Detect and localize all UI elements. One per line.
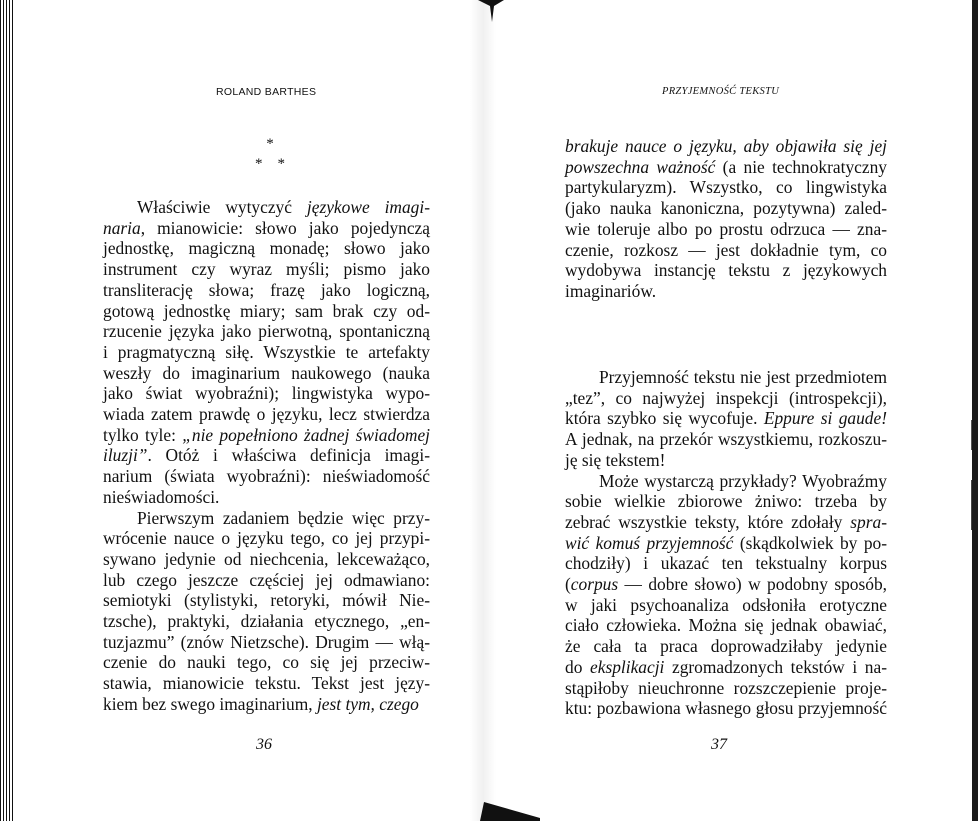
text-line: imaginariów.	[565, 280, 657, 301]
text-line: jako świat wyobraźni); lingwistyka wypo-	[103, 383, 430, 404]
text-line: Przyjemność tekstu nie jest przedmiotem	[599, 367, 887, 387]
text-line: wie toleruje albo po prostu odrzuca — zna-	[565, 218, 887, 239]
text-line: semiotyki (stylistyki, retoryki, mówił Nie-	[103, 590, 430, 611]
ornament-line: *	[266, 136, 274, 152]
text-line: partykularyzm). Wszystko, co lingwistyka	[565, 177, 887, 198]
page-number: 36	[256, 736, 272, 753]
top-clip-mark	[478, 0, 504, 22]
text-line: tuzjazmu” (znów Nietzsche). Drugim — włą-	[103, 631, 430, 652]
body-text	[103, 197, 430, 715]
text-line: brakuje nauce o języku, aby objawiła się jej	[565, 136, 887, 156]
right-page	[545, 0, 945, 821]
text-line: naria, mianowicie: słowo jako pojedynczą	[103, 217, 430, 238]
text-line: że cała ta praca doprowadziłaby jedynie	[565, 636, 887, 657]
text-line: A jednak, na przekór wszystkiemu, rozkoszu-	[565, 429, 887, 450]
right-edge-shadow	[972, 0, 978, 821]
edge-marks	[970, 420, 974, 530]
text-line: Pierwszym zadaniem będzie więc przy-	[137, 507, 430, 528]
bottom-clip-mark	[480, 800, 540, 821]
text-line: chodziły) i ukazać ten tekstualny korpus	[565, 553, 887, 574]
text-line: rzucenie języka jako pierwotną, spontaniczną	[103, 321, 430, 342]
text-line: weszły do imaginarium naukowego (nauka	[103, 362, 430, 383]
text-line: stawia, mianowicie tekstu. Tekst jest języ-	[103, 673, 430, 694]
text-line: wrócenie nauce o języku tego, co jej przypi-	[103, 528, 430, 549]
text-line: wić komuś przyjemność (skądkolwiek by po-	[565, 532, 887, 553]
text-line: czenie do nauki tego, co się jej przeciw-	[103, 652, 430, 673]
text-line: kiem bez swego imaginarium, jest tym, czego	[103, 693, 419, 714]
text-line: Może wystarczą przykłady? Wyobraźmy	[599, 470, 887, 491]
text-line: w jaki psychoanaliza odsłoniła erotyczne	[565, 594, 887, 615]
text-line: lub czego jeszcze częściej jej odmawiano:	[103, 569, 430, 590]
text-line: wydobywa instancję tekstu z językowych	[565, 260, 887, 281]
running-head: ROLAND BARTHES	[216, 86, 317, 98]
text-line: „tez”, co najwyżej inspekcji (introspekcji),	[565, 387, 887, 408]
text-line: (jako nauka kanoniczna, pozytywna) zaled-	[565, 198, 887, 219]
text-line: transliterację słowa; frazę jako logiczną,	[103, 279, 430, 300]
ornament-line: * *	[255, 156, 285, 172]
text-line: tylko tyle: „nie popełniono żadnej świadomej	[103, 424, 431, 445]
body-text-section	[565, 367, 887, 719]
text-line: wiada zatem prawdę o języku, lecz stwierdza	[103, 404, 430, 425]
text-line: ję się tekstem!	[565, 449, 666, 470]
text-line: która szybko się wycofuje. Eppure si gaude!	[565, 408, 887, 429]
page-number: 37	[711, 736, 727, 753]
running-head: PRZYJEMNOŚĆ TEKSTU	[662, 86, 780, 97]
text-line: iluzji”. Otóż i właściwa definicja imagi-	[103, 445, 430, 466]
text-line: powszechna ważność (a nie technokratyczny	[565, 156, 887, 177]
text-line: ktu: pozbawiona własnego głosu przyjemność	[565, 698, 887, 719]
text-line: i pragmatyczną siłę. Wszystkie te artefakty	[103, 341, 430, 362]
text-line: (corpus — dobre słowo) w podobny sposób,	[565, 574, 887, 595]
text-line: czenie, rozkosz — jest dokładnie tym, co	[565, 239, 887, 260]
text-line: sywano jedynie od niechcenia, lekceważąco,	[103, 548, 430, 569]
text-line: tzsche), praktyki, działania etycznego, „en-	[103, 611, 430, 632]
text-line: stąpiłoby nieuchronne rozszczepienie proje-	[565, 677, 887, 698]
section-ornament	[240, 134, 300, 174]
text-line: instrument czy wyraz myśli; pismo jako	[103, 259, 430, 280]
text-line: gotową jednostkę miary; sam brak czy od-	[103, 300, 430, 321]
text-line: sobie wielkie zbiorowe żniwo: trzeba by	[565, 491, 887, 512]
left-page	[70, 0, 470, 821]
body-text-continuation	[565, 136, 887, 302]
gutter-shadow	[470, 0, 496, 821]
text-line: nieświadomości.	[103, 486, 220, 507]
left-binding-edge	[0, 0, 14, 821]
text-line: narium (świata wyobraźni): nieświadomość	[103, 466, 430, 487]
text-line: zebrać wszystkie teksty, które zdołały spra-	[565, 511, 887, 532]
text-line: jednostkę, magiczną monadę; słowo jako	[103, 238, 430, 259]
text-line: do eksplikacji zgromadzonych tekstów i na-	[565, 656, 887, 677]
text-line: Właściwie wytyczyć językowe imagi-	[137, 197, 430, 217]
text-line: ciało człowieka. Można się jednak obawiać,	[565, 615, 887, 636]
